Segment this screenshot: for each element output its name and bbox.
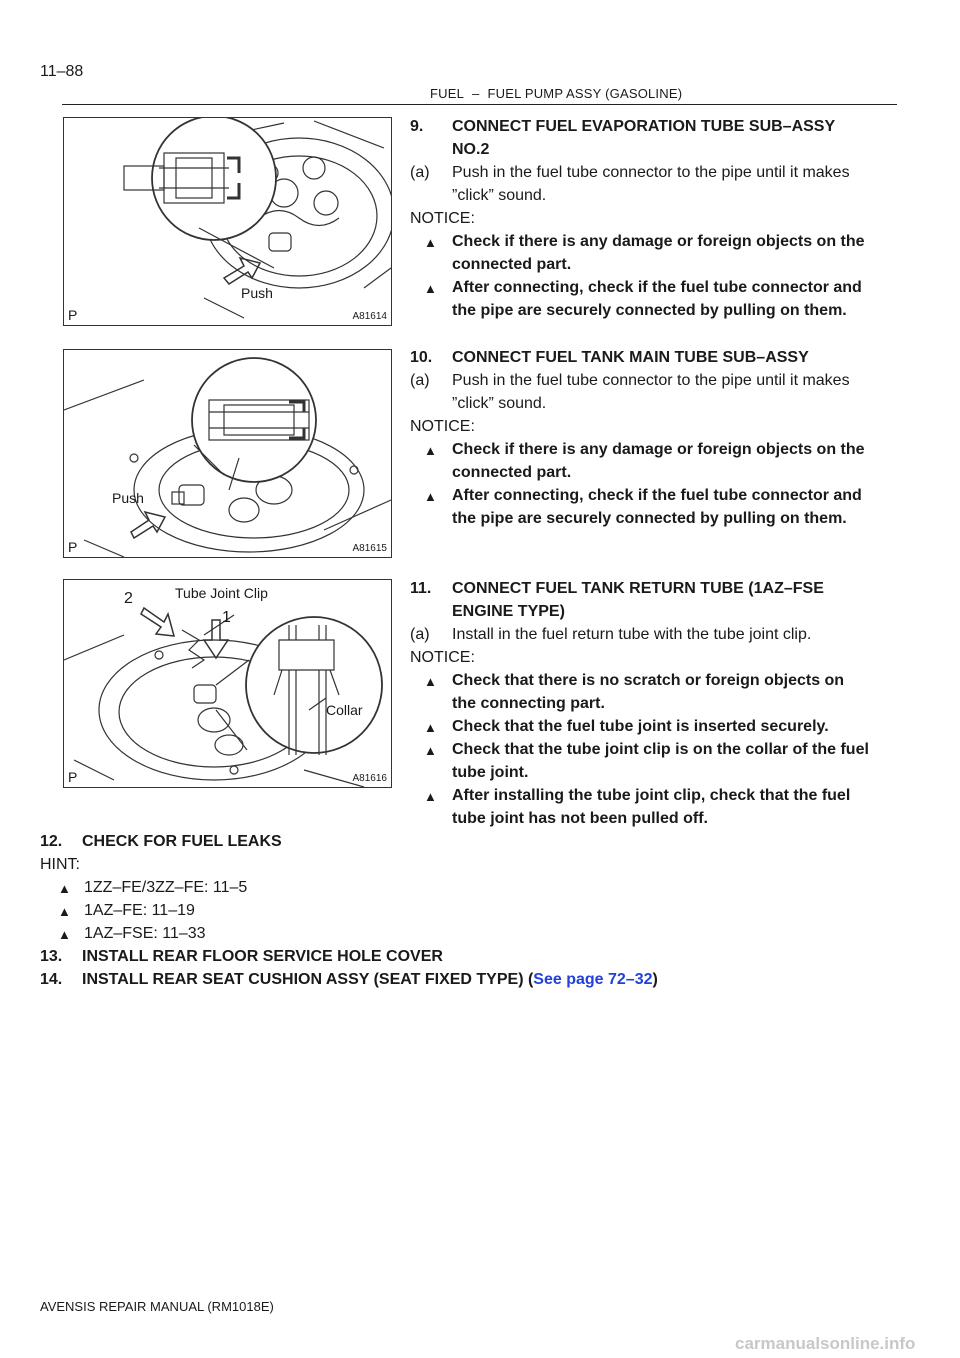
step-11-notice-4-line1: After installing the tube joint clip, check that the fuel <box>452 787 851 804</box>
step-11-notice-3-line2: tube joint. <box>452 764 529 781</box>
step-12-hint: HINT: <box>40 856 80 873</box>
bullet-triangle: ▲ <box>424 720 437 735</box>
step-12-hint-1: 1ZZ–FE/3ZZ–FE: 11–5 <box>84 879 248 896</box>
bullet-triangle: ▲ <box>424 235 437 250</box>
step-14-close-paren: ) <box>652 971 658 988</box>
page-number: 11–88 <box>40 63 84 80</box>
header-rule <box>62 104 897 105</box>
step-9-title-line1: CONNECT FUEL EVAPORATION TUBE SUB–ASSY <box>452 118 836 135</box>
step-11-sub-a-label: (a) <box>410 626 430 643</box>
footer-manual-title: AVENSIS REPAIR MANUAL (RM1018E) <box>40 1299 274 1314</box>
step-9-sub-a-line2: ”click” sound. <box>452 187 547 204</box>
step-9-number: 9. <box>410 118 424 135</box>
running-header <box>430 86 682 101</box>
step-11-notice-3-line1: Check that the tube joint clip is on the collar of the fuel <box>452 741 869 758</box>
step-10-notice-1-line1: Check if there is any damage or foreign objects on the <box>452 441 865 458</box>
label-number-2: 2 <box>124 590 133 607</box>
step-14-title: INSTALL REAR SEAT CUSHION ASSY (SEAT FIXED TYPE) ( <box>82 971 534 988</box>
step-11-notice-4-line2: tube joint has not been pulled off. <box>452 810 708 827</box>
figure-p-mark: P <box>68 769 78 785</box>
step-10-sub-a-label: (a) <box>410 372 430 389</box>
step-11-title-line2: ENGINE TYPE) <box>452 603 565 620</box>
label-push: Push <box>112 490 144 506</box>
step-10-notice-1-line2: connected part. <box>452 464 572 481</box>
bullet-triangle: ▲ <box>58 881 71 896</box>
figure-a81614 <box>63 117 392 326</box>
header-subsection: FUEL PUMP ASSY (GASOLINE) <box>487 86 683 101</box>
step-9-sub-a-line1: Push in the fuel tube connector to the pipe until it makes <box>452 164 850 181</box>
step-9-notice: NOTICE: <box>410 210 475 227</box>
step-14-line <box>82 971 658 989</box>
see-page-link[interactable]: See page 72–32 <box>533 971 653 988</box>
step-10-notice-2-line2: the pipe are securely connected by pulling on them. <box>452 510 847 527</box>
step-13-title: INSTALL REAR FLOOR SERVICE HOLE COVER <box>82 948 443 965</box>
step-9-notice-1-line1: Check if there is any damage or foreign objects on the <box>452 233 865 250</box>
label-tube-joint-clip: Tube Joint Clip <box>175 585 268 601</box>
step-9-notice-2-line1: After connecting, check if the fuel tube connector and <box>452 279 862 296</box>
step-10-notice-2-line1: After connecting, check if the fuel tube connector and <box>452 487 862 504</box>
step-12-number: 12. <box>40 833 63 850</box>
bullet-triangle: ▲ <box>424 789 437 804</box>
step-11-notice-1-line2: the connecting part. <box>452 695 605 712</box>
step-10-title: CONNECT FUEL TANK MAIN TUBE SUB–ASSY <box>452 349 809 366</box>
step-10-sub-a-line2: ”click” sound. <box>452 395 547 412</box>
step-13-number: 13. <box>40 948 63 965</box>
step-9-title-line2: NO.2 <box>452 141 490 158</box>
step-14-number: 14. <box>40 971 63 988</box>
step-10-number: 10. <box>410 349 433 366</box>
step-10-notice: NOTICE: <box>410 418 475 435</box>
label-push: Push <box>241 285 273 301</box>
illustration-main-tube-connector <box>64 350 391 557</box>
bullet-triangle: ▲ <box>424 743 437 758</box>
step-11-number: 11. <box>410 580 432 597</box>
header-separator: – <box>472 86 480 101</box>
step-12-hint-3: 1AZ–FSE: 11–33 <box>84 925 206 942</box>
step-11-title-line1: CONNECT FUEL TANK RETURN TUBE (1AZ–FSE <box>452 580 824 597</box>
bullet-triangle: ▲ <box>424 281 437 296</box>
step-11-sub-a-line1: Install in the fuel return tube with the tube joint clip. <box>452 626 812 643</box>
bullet-triangle: ▲ <box>424 674 437 689</box>
figure-a81616 <box>63 579 392 788</box>
figure-id: A81615 <box>352 543 387 554</box>
label-collar: Collar <box>326 702 363 718</box>
bullet-triangle: ▲ <box>424 443 437 458</box>
step-11-notice: NOTICE: <box>410 649 475 666</box>
step-9-notice-1-line2: connected part. <box>452 256 572 273</box>
step-12-title: CHECK FOR FUEL LEAKS <box>82 833 282 850</box>
illustration-evap-tube-connector <box>64 118 391 325</box>
step-10-sub-a-line1: Push in the fuel tube connector to the pipe until it makes <box>452 372 850 389</box>
step-9-sub-a-label: (a) <box>410 164 430 181</box>
figure-id: A81614 <box>352 311 387 322</box>
figure-p-mark: P <box>68 539 78 555</box>
figure-a81615 <box>63 349 392 558</box>
header-section: FUEL <box>430 86 465 101</box>
step-11-notice-2-line1: Check that the fuel tube joint is inserted securely. <box>452 718 829 735</box>
step-12-hint-2: 1AZ–FE: 11–19 <box>84 902 195 919</box>
bullet-triangle: ▲ <box>58 904 71 919</box>
footer-watermark-site: carmanualsonline.info <box>735 1334 916 1353</box>
label-number-1: 1 <box>222 609 231 626</box>
figure-p-mark: P <box>68 307 78 323</box>
bullet-triangle: ▲ <box>424 489 437 504</box>
figure-id: A81616 <box>352 773 387 784</box>
step-9-notice-2-line2: the pipe are securely connected by pulling on them. <box>452 302 847 319</box>
bullet-triangle: ▲ <box>58 927 71 942</box>
step-11-notice-1-line1: Check that there is no scratch or foreign objects on <box>452 672 845 689</box>
